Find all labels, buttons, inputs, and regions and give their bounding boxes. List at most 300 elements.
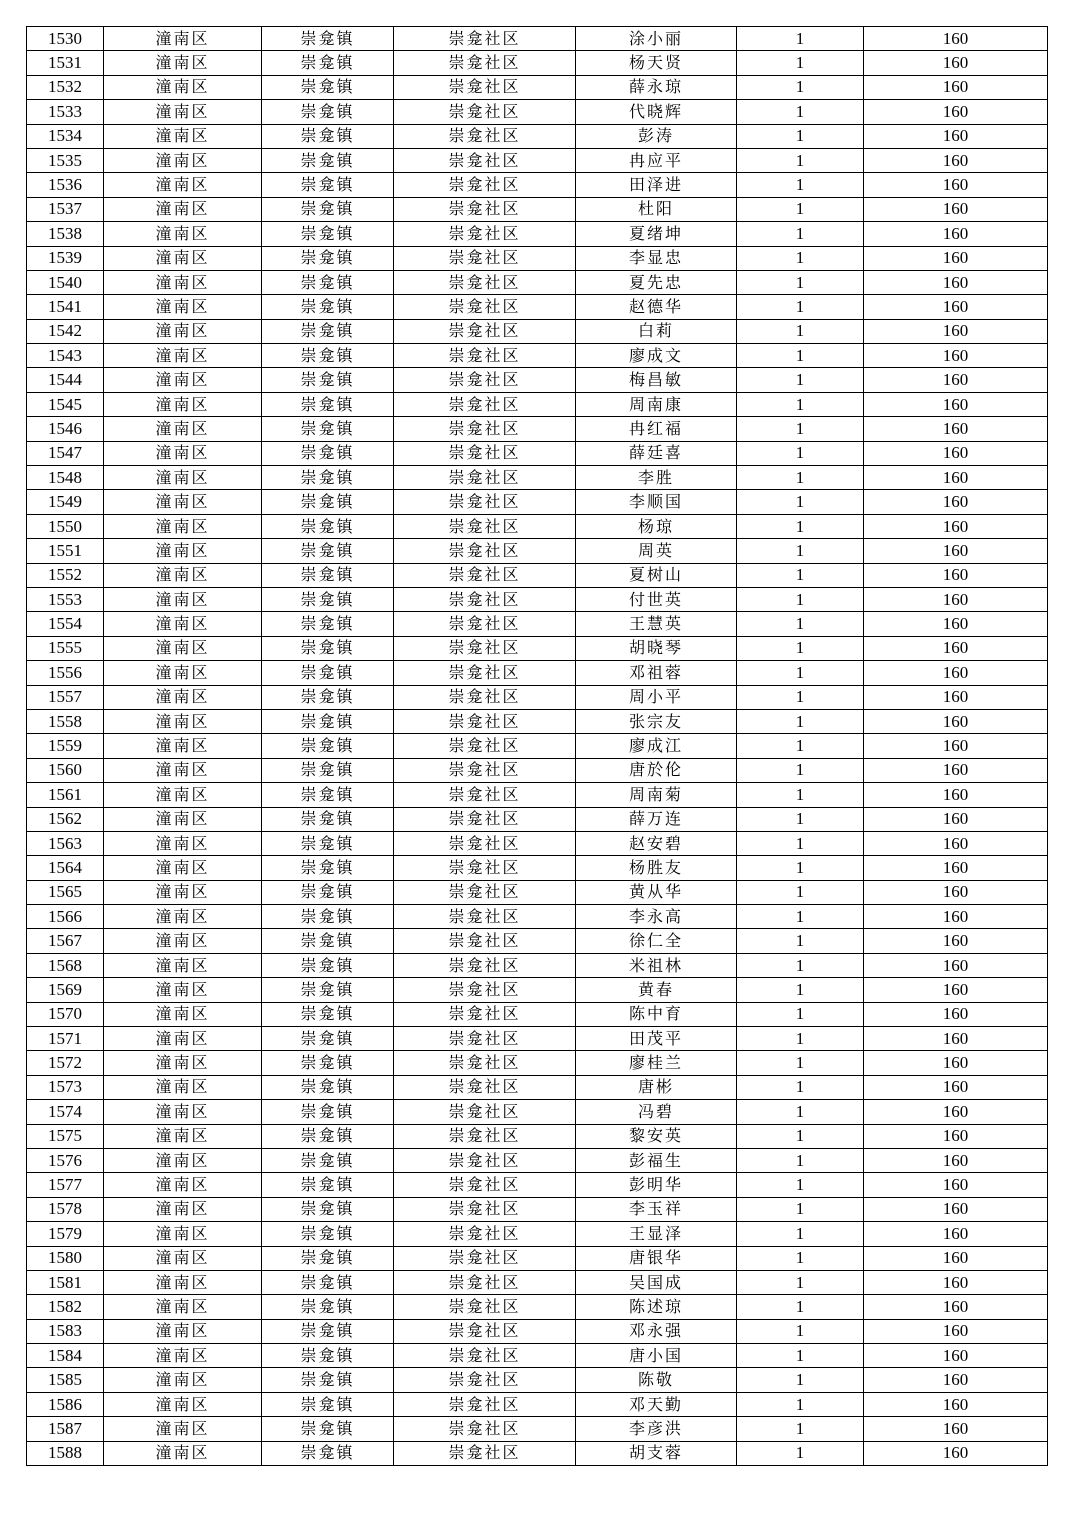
community-cell: 崇龛社区 <box>394 148 576 172</box>
person-name-cell: 邓永强 <box>576 1319 737 1343</box>
district-cell: 潼南区 <box>104 783 262 807</box>
town-cell: 崇龛镇 <box>262 1197 394 1221</box>
person-name-cell: 夏树山 <box>576 563 737 587</box>
table-row <box>27 709 1048 733</box>
table-row <box>27 1319 1048 1343</box>
serial-number-cell: 1558 <box>27 709 104 733</box>
count-cell: 1 <box>737 1392 864 1416</box>
serial-number-cell: 1565 <box>27 880 104 904</box>
person-name-cell: 涂小丽 <box>576 27 737 51</box>
community-cell: 崇龛社区 <box>394 295 576 319</box>
serial-number-cell: 1588 <box>27 1441 104 1465</box>
district-cell: 潼南区 <box>104 319 262 343</box>
amount-cell: 160 <box>864 1441 1048 1465</box>
community-cell: 崇龛社区 <box>394 1295 576 1319</box>
community-cell: 崇龛社区 <box>394 709 576 733</box>
table-row <box>27 1344 1048 1368</box>
serial-number-cell: 1561 <box>27 783 104 807</box>
serial-number-cell: 1573 <box>27 1075 104 1099</box>
amount-cell: 160 <box>864 1100 1048 1124</box>
district-cell: 潼南区 <box>104 1222 262 1246</box>
town-cell: 崇龛镇 <box>262 929 394 953</box>
serial-number-cell: 1536 <box>27 173 104 197</box>
person-name-cell: 周南康 <box>576 392 737 416</box>
amount-cell: 160 <box>864 978 1048 1002</box>
district-cell: 潼南区 <box>104 490 262 514</box>
community-cell: 崇龛社区 <box>394 953 576 977</box>
count-cell: 1 <box>737 563 864 587</box>
table-row <box>27 539 1048 563</box>
count-cell: 1 <box>737 1246 864 1270</box>
community-cell: 崇龛社区 <box>394 1222 576 1246</box>
serial-number-cell: 1570 <box>27 1002 104 1026</box>
table-row <box>27 758 1048 782</box>
district-cell: 潼南区 <box>104 1270 262 1294</box>
town-cell: 崇龛镇 <box>262 1417 394 1441</box>
amount-cell: 160 <box>864 148 1048 172</box>
table-row <box>27 734 1048 758</box>
person-name-cell: 薛廷喜 <box>576 441 737 465</box>
person-name-cell: 廖桂兰 <box>576 1051 737 1075</box>
person-name-cell: 廖成江 <box>576 734 737 758</box>
amount-cell: 160 <box>864 368 1048 392</box>
town-cell: 崇龛镇 <box>262 295 394 319</box>
count-cell: 1 <box>737 661 864 685</box>
community-cell: 崇龛社区 <box>394 1197 576 1221</box>
person-name-cell: 田泽进 <box>576 173 737 197</box>
town-cell: 崇龛镇 <box>262 270 394 294</box>
table-row <box>27 1124 1048 1148</box>
count-cell: 1 <box>737 709 864 733</box>
community-cell: 崇龛社区 <box>394 661 576 685</box>
serial-number-cell: 1581 <box>27 1270 104 1294</box>
count-cell: 1 <box>737 1197 864 1221</box>
district-cell: 潼南区 <box>104 270 262 294</box>
serial-number-cell: 1534 <box>27 124 104 148</box>
person-name-cell: 夏绪坤 <box>576 222 737 246</box>
community-cell: 崇龛社区 <box>394 1027 576 1051</box>
serial-number-cell: 1557 <box>27 685 104 709</box>
town-cell: 崇龛镇 <box>262 1222 394 1246</box>
district-cell: 潼南区 <box>104 1441 262 1465</box>
town-cell: 崇龛镇 <box>262 880 394 904</box>
district-cell: 潼南区 <box>104 612 262 636</box>
amount-cell: 160 <box>864 75 1048 99</box>
district-cell: 潼南区 <box>104 587 262 611</box>
count-cell: 1 <box>737 222 864 246</box>
serial-number-cell: 1559 <box>27 734 104 758</box>
district-cell: 潼南区 <box>104 1344 262 1368</box>
table-row <box>27 222 1048 246</box>
community-cell: 崇龛社区 <box>394 1246 576 1270</box>
community-cell: 崇龛社区 <box>394 197 576 221</box>
person-name-cell: 杨琼 <box>576 514 737 538</box>
district-cell: 潼南区 <box>104 392 262 416</box>
amount-cell: 160 <box>864 709 1048 733</box>
town-cell: 崇龛镇 <box>262 319 394 343</box>
town-cell: 崇龛镇 <box>262 197 394 221</box>
amount-cell: 160 <box>864 953 1048 977</box>
amount-cell: 160 <box>864 636 1048 660</box>
table-row <box>27 270 1048 294</box>
count-cell: 1 <box>737 636 864 660</box>
person-name-cell: 周小平 <box>576 685 737 709</box>
count-cell: 1 <box>737 587 864 611</box>
district-cell: 潼南区 <box>104 148 262 172</box>
serial-number-cell: 1545 <box>27 392 104 416</box>
serial-number-cell: 1577 <box>27 1173 104 1197</box>
serial-number-cell: 1556 <box>27 661 104 685</box>
town-cell: 崇龛镇 <box>262 539 394 563</box>
person-name-cell: 张宗友 <box>576 709 737 733</box>
amount-cell: 160 <box>864 1392 1048 1416</box>
district-cell: 潼南区 <box>104 173 262 197</box>
community-cell: 崇龛社区 <box>394 807 576 831</box>
person-name-cell: 陈中育 <box>576 1002 737 1026</box>
amount-cell: 160 <box>864 124 1048 148</box>
count-cell: 1 <box>737 1344 864 1368</box>
district-cell: 潼南区 <box>104 417 262 441</box>
amount-cell: 160 <box>864 1222 1048 1246</box>
town-cell: 崇龛镇 <box>262 51 394 75</box>
town-cell: 崇龛镇 <box>262 441 394 465</box>
count-cell: 1 <box>737 173 864 197</box>
serial-number-cell: 1551 <box>27 539 104 563</box>
district-cell: 潼南区 <box>104 807 262 831</box>
serial-number-cell: 1587 <box>27 1417 104 1441</box>
amount-cell: 160 <box>864 295 1048 319</box>
town-cell: 崇龛镇 <box>262 758 394 782</box>
district-cell: 潼南区 <box>104 1148 262 1172</box>
community-cell: 崇龛社区 <box>394 1124 576 1148</box>
table-row <box>27 124 1048 148</box>
person-name-cell: 胡晓琴 <box>576 636 737 660</box>
town-cell: 崇龛镇 <box>262 124 394 148</box>
amount-cell: 160 <box>864 1295 1048 1319</box>
table-row <box>27 563 1048 587</box>
person-name-cell: 唐彬 <box>576 1075 737 1099</box>
serial-number-cell: 1548 <box>27 466 104 490</box>
district-cell: 潼南区 <box>104 1319 262 1343</box>
person-name-cell: 冉红福 <box>576 417 737 441</box>
serial-number-cell: 1568 <box>27 953 104 977</box>
person-name-cell: 李彦洪 <box>576 1417 737 1441</box>
person-name-cell: 彭福生 <box>576 1148 737 1172</box>
serial-number-cell: 1540 <box>27 270 104 294</box>
district-cell: 潼南区 <box>104 344 262 368</box>
community-cell: 崇龛社区 <box>394 1100 576 1124</box>
table-row <box>27 831 1048 855</box>
count-cell: 1 <box>737 953 864 977</box>
person-name-cell: 夏先忠 <box>576 270 737 294</box>
community-cell: 崇龛社区 <box>394 490 576 514</box>
amount-cell: 160 <box>864 1148 1048 1172</box>
person-name-cell: 李顺国 <box>576 490 737 514</box>
town-cell: 崇龛镇 <box>262 1100 394 1124</box>
serial-number-cell: 1554 <box>27 612 104 636</box>
district-cell: 潼南区 <box>104 1246 262 1270</box>
district-cell: 潼南区 <box>104 100 262 124</box>
town-cell: 崇龛镇 <box>262 392 394 416</box>
town-cell: 崇龛镇 <box>262 1368 394 1392</box>
count-cell: 1 <box>737 392 864 416</box>
table-row <box>27 1173 1048 1197</box>
count-cell: 1 <box>737 344 864 368</box>
count-cell: 1 <box>737 905 864 929</box>
town-cell: 崇龛镇 <box>262 636 394 660</box>
table-row <box>27 1368 1048 1392</box>
serial-number-cell: 1553 <box>27 587 104 611</box>
town-cell: 崇龛镇 <box>262 173 394 197</box>
amount-cell: 160 <box>864 441 1048 465</box>
count-cell: 1 <box>737 1222 864 1246</box>
community-cell: 崇龛社区 <box>394 466 576 490</box>
person-name-cell: 胡支蓉 <box>576 1441 737 1465</box>
amount-cell: 160 <box>864 1246 1048 1270</box>
serial-number-cell: 1572 <box>27 1051 104 1075</box>
amount-cell: 160 <box>864 929 1048 953</box>
table-row <box>27 636 1048 660</box>
district-cell: 潼南区 <box>104 1197 262 1221</box>
amount-cell: 160 <box>864 392 1048 416</box>
town-cell: 崇龛镇 <box>262 1173 394 1197</box>
person-name-cell: 李玉祥 <box>576 1197 737 1221</box>
table-row <box>27 246 1048 270</box>
count-cell: 1 <box>737 1417 864 1441</box>
community-cell: 崇龛社区 <box>394 1173 576 1197</box>
amount-cell: 160 <box>864 490 1048 514</box>
amount-cell: 160 <box>864 246 1048 270</box>
person-name-cell: 杜阳 <box>576 197 737 221</box>
town-cell: 崇龛镇 <box>262 1246 394 1270</box>
district-cell: 潼南区 <box>104 1368 262 1392</box>
town-cell: 崇龛镇 <box>262 831 394 855</box>
town-cell: 崇龛镇 <box>262 1392 394 1416</box>
community-cell: 崇龛社区 <box>394 1270 576 1294</box>
count-cell: 1 <box>737 490 864 514</box>
district-cell: 潼南区 <box>104 368 262 392</box>
town-cell: 崇龛镇 <box>262 1441 394 1465</box>
table-row <box>27 1417 1048 1441</box>
person-name-cell: 黄春 <box>576 978 737 1002</box>
table-row <box>27 148 1048 172</box>
table-row <box>27 1075 1048 1099</box>
town-cell: 崇龛镇 <box>262 1319 394 1343</box>
serial-number-cell: 1544 <box>27 368 104 392</box>
table-row <box>27 1051 1048 1075</box>
community-cell: 崇龛社区 <box>394 441 576 465</box>
count-cell: 1 <box>737 1319 864 1343</box>
town-cell: 崇龛镇 <box>262 344 394 368</box>
town-cell: 崇龛镇 <box>262 368 394 392</box>
table-row <box>27 75 1048 99</box>
amount-cell: 160 <box>864 319 1048 343</box>
person-name-cell: 代晓辉 <box>576 100 737 124</box>
town-cell: 崇龛镇 <box>262 953 394 977</box>
district-cell: 潼南区 <box>104 197 262 221</box>
district-cell: 潼南区 <box>104 1027 262 1051</box>
count-cell: 1 <box>737 1051 864 1075</box>
table-row <box>27 587 1048 611</box>
community-cell: 崇龛社区 <box>394 758 576 782</box>
table-row <box>27 953 1048 977</box>
amount-cell: 160 <box>864 1173 1048 1197</box>
table-row <box>27 197 1048 221</box>
community-cell: 崇龛社区 <box>394 100 576 124</box>
amount-cell: 160 <box>864 1344 1048 1368</box>
district-cell: 潼南区 <box>104 831 262 855</box>
count-cell: 1 <box>737 514 864 538</box>
table-row <box>27 27 1048 51</box>
community-cell: 崇龛社区 <box>394 1075 576 1099</box>
district-cell: 潼南区 <box>104 953 262 977</box>
table-row <box>27 661 1048 685</box>
community-cell: 崇龛社区 <box>394 929 576 953</box>
count-cell: 1 <box>737 1148 864 1172</box>
person-name-cell: 廖成文 <box>576 344 737 368</box>
person-name-cell: 唐小国 <box>576 1344 737 1368</box>
amount-cell: 160 <box>864 758 1048 782</box>
table-row <box>27 1222 1048 1246</box>
district-cell: 潼南区 <box>104 1124 262 1148</box>
person-name-cell: 王慧英 <box>576 612 737 636</box>
community-cell: 崇龛社区 <box>394 1051 576 1075</box>
table-row <box>27 514 1048 538</box>
town-cell: 崇龛镇 <box>262 417 394 441</box>
amount-cell: 160 <box>864 1270 1048 1294</box>
table-row <box>27 978 1048 1002</box>
person-name-cell: 赵安碧 <box>576 831 737 855</box>
community-cell: 崇龛社区 <box>394 392 576 416</box>
count-cell: 1 <box>737 197 864 221</box>
serial-number-cell: 1555 <box>27 636 104 660</box>
person-name-cell: 黎安英 <box>576 1124 737 1148</box>
town-cell: 崇龛镇 <box>262 685 394 709</box>
person-name-cell: 邓祖蓉 <box>576 661 737 685</box>
count-cell: 1 <box>737 124 864 148</box>
person-name-cell: 杨天贤 <box>576 51 737 75</box>
count-cell: 1 <box>737 1270 864 1294</box>
district-cell: 潼南区 <box>104 295 262 319</box>
town-cell: 崇龛镇 <box>262 783 394 807</box>
community-cell: 崇龛社区 <box>394 514 576 538</box>
count-cell: 1 <box>737 880 864 904</box>
table-row <box>27 490 1048 514</box>
serial-number-cell: 1547 <box>27 441 104 465</box>
person-name-cell: 李胜 <box>576 466 737 490</box>
amount-cell: 160 <box>864 466 1048 490</box>
district-cell: 潼南区 <box>104 1392 262 1416</box>
district-cell: 潼南区 <box>104 856 262 880</box>
amount-cell: 160 <box>864 1319 1048 1343</box>
count-cell: 1 <box>737 734 864 758</box>
district-cell: 潼南区 <box>104 514 262 538</box>
amount-cell: 160 <box>864 1368 1048 1392</box>
amount-cell: 160 <box>864 417 1048 441</box>
person-name-cell: 邓天勤 <box>576 1392 737 1416</box>
community-cell: 崇龛社区 <box>394 539 576 563</box>
town-cell: 崇龛镇 <box>262 100 394 124</box>
amount-cell: 160 <box>864 51 1048 75</box>
town-cell: 崇龛镇 <box>262 246 394 270</box>
community-cell: 崇龛社区 <box>394 880 576 904</box>
community-cell: 崇龛社区 <box>394 319 576 343</box>
community-cell: 崇龛社区 <box>394 636 576 660</box>
person-name-cell: 彭涛 <box>576 124 737 148</box>
community-cell: 崇龛社区 <box>394 222 576 246</box>
district-cell: 潼南区 <box>104 905 262 929</box>
amount-cell: 160 <box>864 1051 1048 1075</box>
count-cell: 1 <box>737 1002 864 1026</box>
person-name-cell: 陈敬 <box>576 1368 737 1392</box>
amount-cell: 160 <box>864 100 1048 124</box>
community-cell: 崇龛社区 <box>394 612 576 636</box>
community-cell: 崇龛社区 <box>394 270 576 294</box>
community-cell: 崇龛社区 <box>394 905 576 929</box>
community-cell: 崇龛社区 <box>394 1441 576 1465</box>
count-cell: 1 <box>737 807 864 831</box>
table-row <box>27 1441 1048 1465</box>
town-cell: 崇龛镇 <box>262 856 394 880</box>
community-cell: 崇龛社区 <box>394 856 576 880</box>
table-row <box>27 1027 1048 1051</box>
district-cell: 潼南区 <box>104 27 262 51</box>
person-name-cell: 冉应平 <box>576 148 737 172</box>
table-row <box>27 1197 1048 1221</box>
table-row <box>27 1002 1048 1026</box>
table-row <box>27 612 1048 636</box>
person-name-cell: 李永高 <box>576 905 737 929</box>
table-row <box>27 856 1048 880</box>
count-cell: 1 <box>737 685 864 709</box>
district-cell: 潼南区 <box>104 1100 262 1124</box>
district-cell: 潼南区 <box>104 685 262 709</box>
serial-number-cell: 1582 <box>27 1295 104 1319</box>
district-cell: 潼南区 <box>104 1002 262 1026</box>
serial-number-cell: 1530 <box>27 27 104 51</box>
district-cell: 潼南区 <box>104 51 262 75</box>
serial-number-cell: 1535 <box>27 148 104 172</box>
serial-number-cell: 1532 <box>27 75 104 99</box>
amount-cell: 160 <box>864 1197 1048 1221</box>
community-cell: 崇龛社区 <box>394 1148 576 1172</box>
count-cell: 1 <box>737 368 864 392</box>
community-cell: 崇龛社区 <box>394 1319 576 1343</box>
district-cell: 潼南区 <box>104 734 262 758</box>
town-cell: 崇龛镇 <box>262 514 394 538</box>
town-cell: 崇龛镇 <box>262 1295 394 1319</box>
serial-number-cell: 1543 <box>27 344 104 368</box>
serial-number-cell: 1583 <box>27 1319 104 1343</box>
community-cell: 崇龛社区 <box>394 75 576 99</box>
town-cell: 崇龛镇 <box>262 1027 394 1051</box>
person-name-cell: 赵德华 <box>576 295 737 319</box>
count-cell: 1 <box>737 1075 864 1099</box>
table-row <box>27 685 1048 709</box>
town-cell: 崇龛镇 <box>262 222 394 246</box>
amount-cell: 160 <box>864 270 1048 294</box>
person-name-cell: 薛万连 <box>576 807 737 831</box>
town-cell: 崇龛镇 <box>262 1344 394 1368</box>
table-row <box>27 173 1048 197</box>
person-name-cell: 田茂平 <box>576 1027 737 1051</box>
community-cell: 崇龛社区 <box>394 783 576 807</box>
count-cell: 1 <box>737 246 864 270</box>
amount-cell: 160 <box>864 514 1048 538</box>
community-cell: 崇龛社区 <box>394 734 576 758</box>
town-cell: 崇龛镇 <box>262 734 394 758</box>
person-name-cell: 李显忠 <box>576 246 737 270</box>
